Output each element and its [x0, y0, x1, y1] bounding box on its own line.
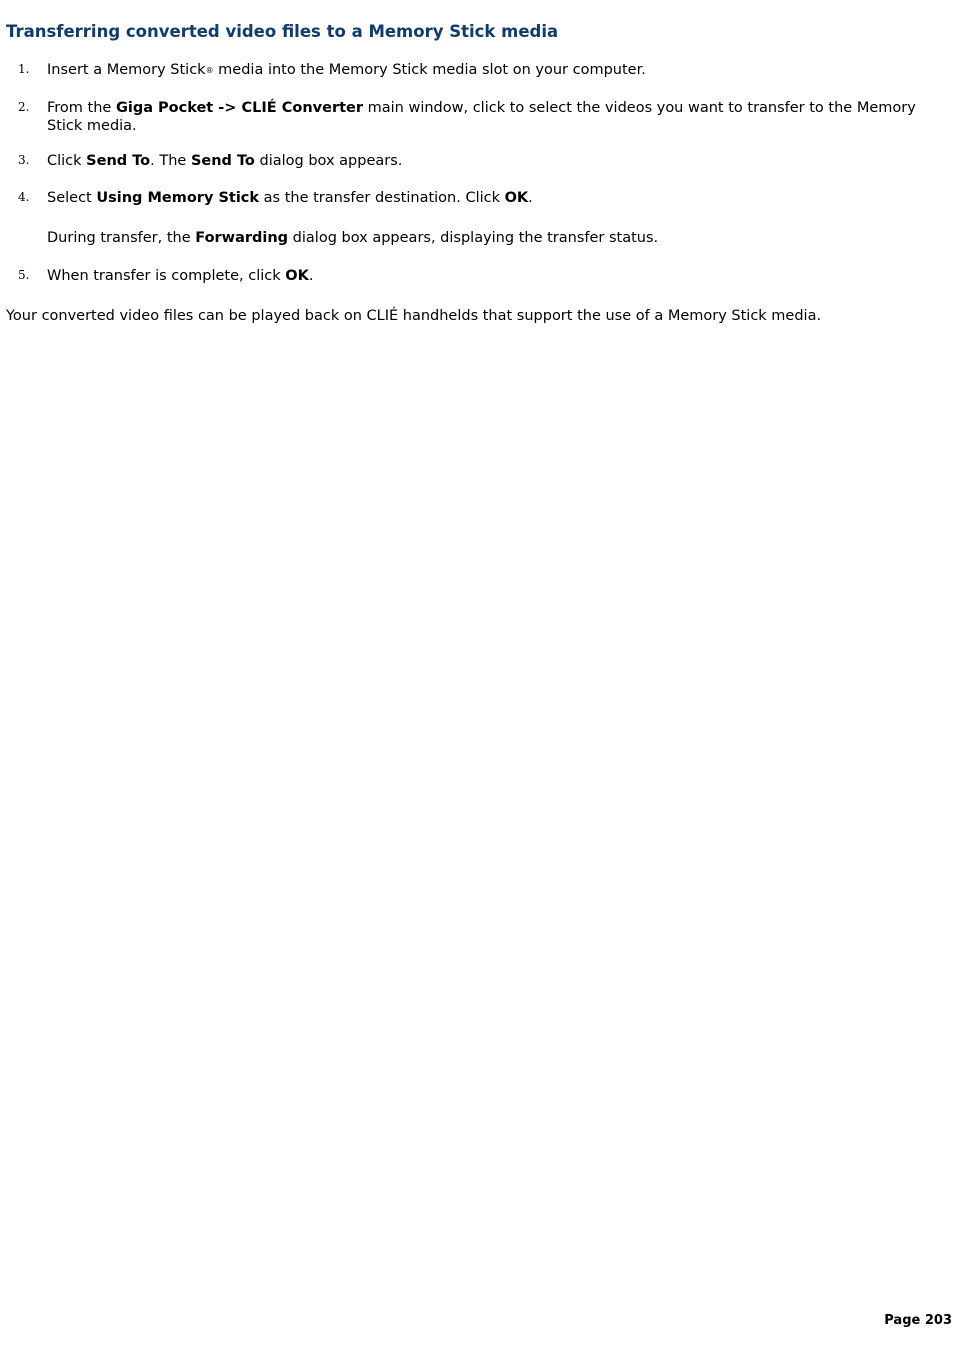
- step-text-part: From the: [47, 100, 116, 116]
- note-text-part: During transfer, the: [47, 230, 196, 246]
- ui-label-send-to: Send To: [86, 153, 151, 169]
- step-number: 3.: [18, 153, 30, 167]
- step-text: [47, 61, 927, 80]
- step-text-part: When transfer is complete, click: [47, 268, 286, 284]
- step-text-part: Select: [47, 190, 97, 206]
- ui-label-forwarding: Forwarding: [195, 230, 289, 246]
- step-text-part: as the transfer destination. Click: [259, 190, 505, 206]
- ui-label-ok: OK: [504, 190, 529, 206]
- note-text-part: dialog box appears, displaying the transfer status.: [288, 230, 659, 246]
- step-text: [47, 267, 927, 285]
- step-text-part: .: [528, 190, 533, 206]
- registered-mark: ®: [205, 66, 214, 75]
- step-text-part: .: [308, 268, 314, 284]
- step-number: 2.: [18, 100, 30, 114]
- step-text-part: Insert a Memory Stick: [47, 62, 206, 78]
- ui-label-ok: OK: [285, 268, 309, 284]
- step-text-part: main window, click to select the videos you want to transfer to the Memory Stick media.: [47, 100, 916, 134]
- step-number: 5.: [18, 268, 30, 282]
- step-text: [47, 189, 927, 207]
- page-title: Transferring converted video files to a Memory Stick media: [6, 22, 559, 41]
- step-number: 1.: [18, 62, 30, 76]
- page-number: Page 203: [884, 1313, 952, 1328]
- step-text-part: dialog box appears.: [254, 153, 403, 169]
- step-text: [47, 152, 927, 170]
- ui-label-converter-window: Giga Pocket -> CLIÉ Converter: [115, 100, 364, 116]
- ui-label-send-to-dialog: Send To: [190, 153, 255, 169]
- step-text-part: Click: [47, 153, 87, 169]
- ui-label-using-memory-stick: Using Memory Stick: [96, 190, 260, 206]
- step-number: 4.: [18, 190, 30, 204]
- step-text: [47, 99, 927, 135]
- step-text-part: . The: [150, 153, 191, 169]
- summary-paragraph: Your converted video files can be played back on CLIÉ handhelds that support the use of a Memory Stick media.: [6, 308, 822, 324]
- step-text-part: media into the Memory Stick media slot on your computer.: [213, 62, 646, 78]
- step-4-note: [47, 229, 658, 247]
